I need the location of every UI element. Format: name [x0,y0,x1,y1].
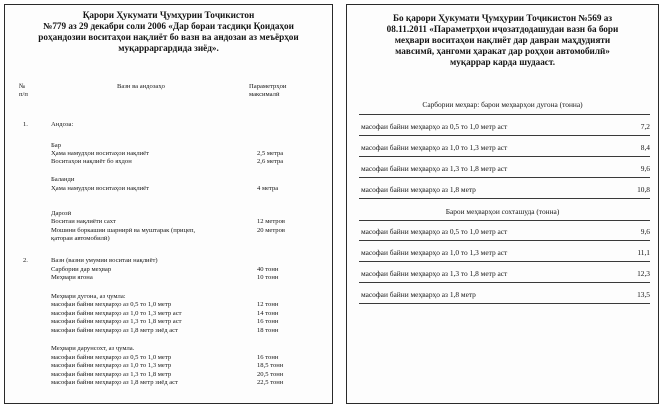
right-title-line-5: муқаррар карда шудааст. [449,57,556,67]
table-row-value: 10,8 [637,185,650,194]
section-heading-dual-axle: Сарбории меҳвар: барои меҳварҳои дугона (тонна) [422,100,583,109]
right-title-line-1: Бо қарори Ҳукумати Ҷумҳурии Тоҷикистон №569 аз [392,13,613,23]
table-rule [359,261,650,262]
left-title-line-2: №779 аз 29 декабри соли 2006 «Дар бораи тасдиқи Қоидаҳои [43,21,294,31]
row-label: Воситаҳои нақлиёт бо яхдон [51,158,132,165]
row-value: 20,5 тонн [257,371,284,378]
column-header-name: Вазн ва андозаҳо [117,83,165,90]
row-label: масофаи байни меҳварҳо аз 0,5 то 1,0 метр [51,354,172,361]
right-title-line-4: мавсимӣ, ҳангоми ҳаракат дар роҳҳои автомобилӣ» [395,46,610,56]
table-rule [359,220,650,221]
table-rule [359,177,650,178]
row-value: 40 тонн [257,266,279,273]
row-label: Андоза: [51,121,74,128]
row-label: Мошини боркашии шарнирӣ ва муштарак (прицеп, [51,227,196,234]
right-title-line-3: меҳвари воситаҳои нақлиёт дар давраи маҳдудияти [394,35,611,45]
table-row-value: 7,2 [640,122,650,131]
section-heading-built-axle: Барои меҳварҳои сохташуда (тонна) [445,207,560,216]
row-value: 16 тонн [257,354,279,361]
left-document-page [4,4,333,404]
left-title-line-4: муқарраргардида зиёд». [118,43,219,53]
row-value: 4 метра [257,185,279,192]
table-rule [359,135,650,136]
table-row-value: 11,1 [637,248,650,257]
row-number: 1. [23,121,28,128]
row-value: 16 тонн [257,318,279,325]
table-row-value: 13,5 [637,290,650,299]
row-label: Дарозӣ [51,210,72,217]
right-title-line-2: 08.11.2011 «Параметрҳои иҷозатдодашудаи вазн ба бори [386,24,619,34]
row-label: масофаи байни меҳварҳо аз 1,8 метр зиёд аст [51,379,178,386]
row-value: 10 тонн [257,274,279,281]
row-value: 18,5 тонн [257,362,284,369]
table-row-label: масофаи байни меҳварҳо аз 1,0 то 1,3 метр аст [361,248,508,257]
row-label: Меҳвари дугона, аз ҷумла: [51,293,126,300]
row-label: Меҳвари ягона [51,274,93,281]
row-label: масофаи байни меҳварҳо аз 1,0 то 1,3 метр аст [51,310,182,317]
row-number: 2. [23,257,28,264]
row-label: Вазн (вазни умумии воситаи нақлиёт) [51,257,158,264]
column-header-number: № [19,83,26,90]
row-value: 18 тонн [257,327,279,334]
row-label: масофаи байни меҳварҳо аз 1,3 то 1,8 метр аст [51,318,182,325]
table-row-label: масофаи байни меҳварҳо аз 1,8 метр [361,290,476,299]
row-value: 2,6 метра [257,158,284,165]
row-label: Сарбории дар меҳвар [51,266,112,273]
table-row-label: масофаи байни меҳварҳо аз 0,5 то 1,0 метр аст [361,227,508,236]
table-rule [359,303,650,304]
table-rule [359,282,650,283]
row-label: масофаи байни меҳварҳо аз 1,8 метр зиёд аст [51,327,178,334]
row-label: Баланди [51,176,75,183]
row-label: масофаи байни меҳварҳо аз 1,0 то 1,3 метр [51,362,172,369]
row-value: 12 метров [257,218,286,225]
row-label: масофаи байни меҳварҳо аз 1,3 то 1,8 метр [51,371,172,378]
row-label: Воситаи нақлиёти сахт [51,218,116,225]
row-value: 2,5 метра [257,150,284,157]
table-row-label: масофаи байни меҳварҳо аз 1,3 то 1,8 метр аст [361,269,508,278]
table-row-label: масофаи байни меҳварҳо аз 1,0 то 1,3 метр аст [361,143,508,152]
table-rule [359,198,650,199]
table-rule [359,156,650,157]
left-title-line-3: роҳандозии воситаҳои нақлиёт бо вазн ва андозаи аз меъёрҳои [38,32,299,42]
row-label: Ҳама намудҳои воситаҳои нақлиёт [51,150,149,157]
table-row-label: масофаи байни меҳварҳо аз 1,3 то 1,8 метр аст [361,164,508,173]
table-row-value: 9,6 [640,164,650,173]
row-value: 12 тонн [257,301,279,308]
table-rule [359,114,650,115]
table-row-value: 12,3 [637,269,650,278]
table-row-label: масофаи байни меҳварҳо аз 0,5 то 1,0 метр аст [361,122,508,131]
row-value: 22,5 тонн [257,379,284,386]
row-label: қатораи автомобилӣ) [51,235,110,242]
column-header-param-sub: максималӣ [249,91,280,98]
column-header-number-sub: п/п [19,91,28,98]
table-row-value: 8,4 [640,143,650,152]
row-label: Меҳвари дарунсохт, аз ҷумла. [51,345,135,352]
table-row-label: масофаи байни меҳварҳо аз 1,8 метр [361,185,476,194]
table-row-value: 9,6 [640,227,650,236]
left-title-line-1: Қарори Ҳукумати Ҷумҳурии Тоҷикистон [82,10,255,20]
column-header-param: Параметрҳои [249,83,287,90]
row-value: 14 тонн [257,310,279,317]
table-rule [359,240,650,241]
row-value: 20 метров [257,227,286,234]
right-document-page [346,4,659,404]
row-label: Бар [51,142,62,149]
row-label: масофаи байни меҳварҳо аз 0,5 то 1,0 метр [51,301,172,308]
row-label: Ҳама намудҳои воситаҳои нақлиёт [51,185,149,192]
